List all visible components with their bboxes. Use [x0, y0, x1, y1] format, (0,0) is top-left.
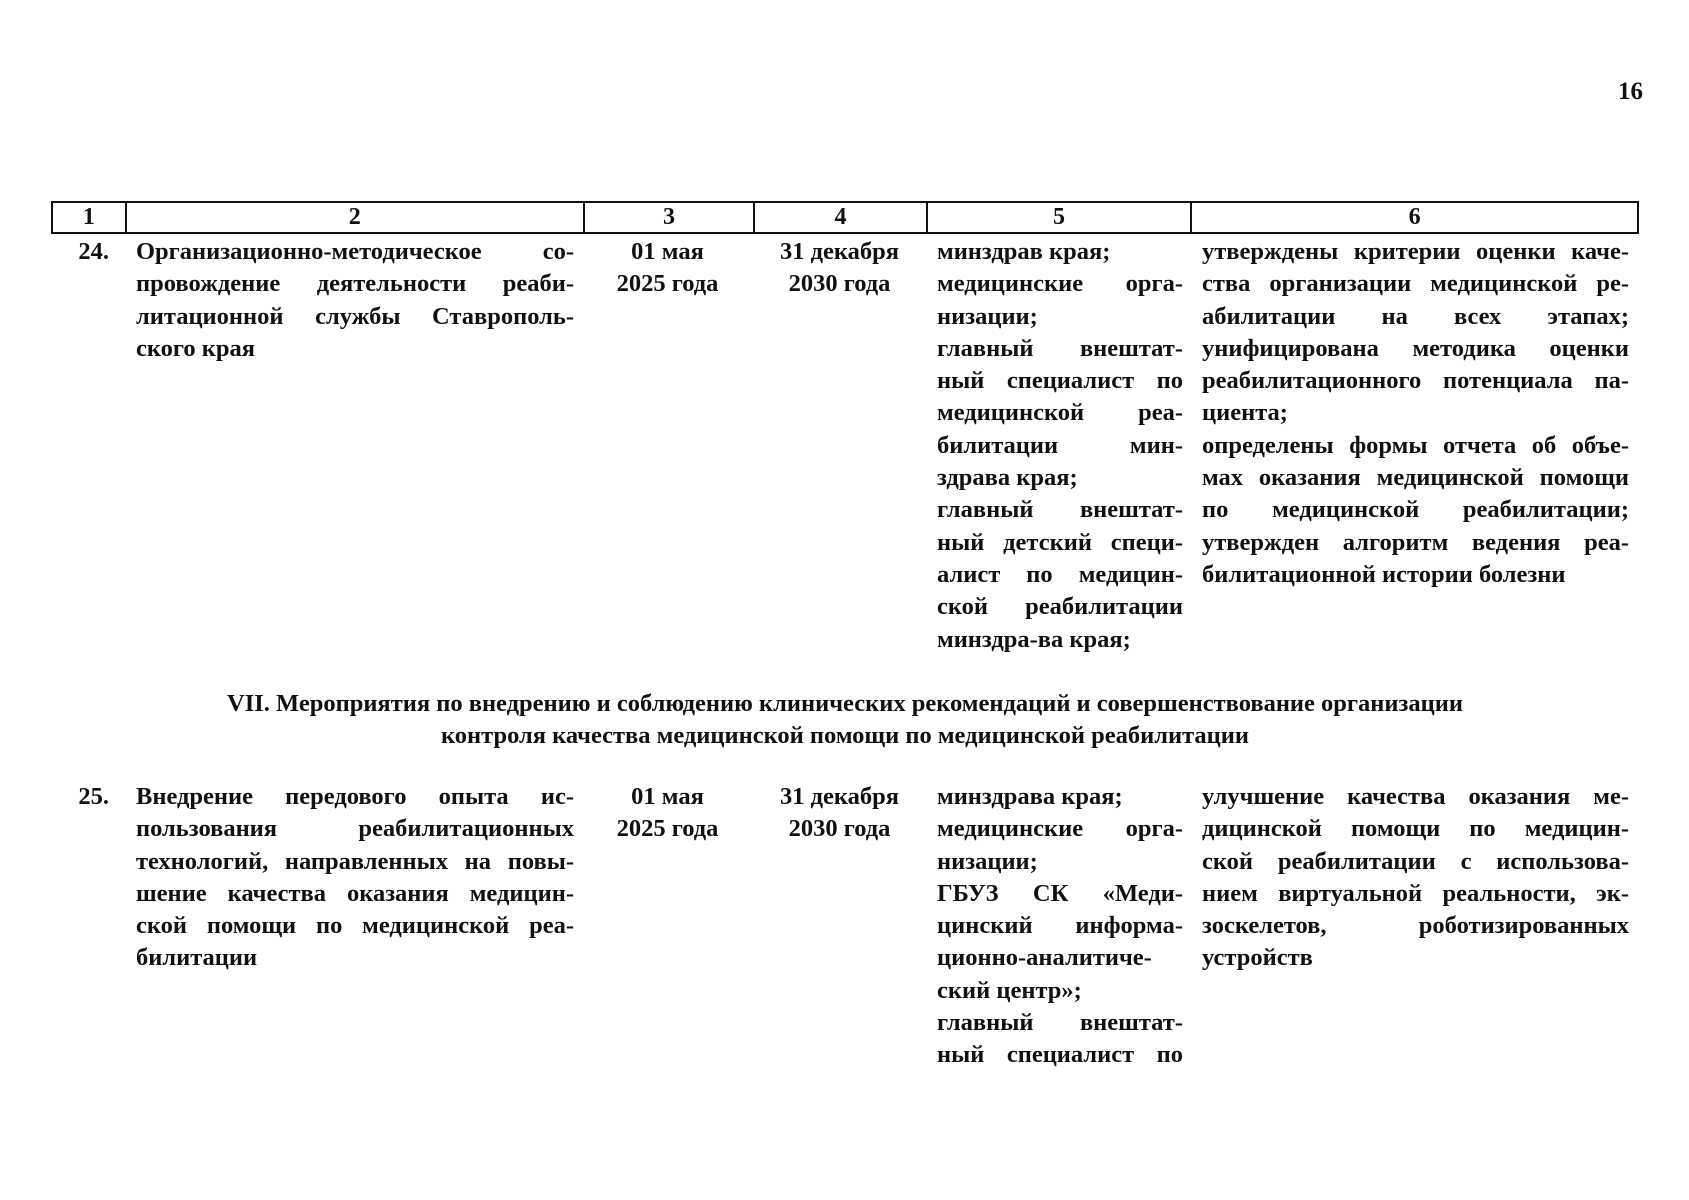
end-date — [753, 781, 926, 846]
text-line: ского края — [136, 334, 256, 362]
text-line: ный специалист по — [937, 1041, 1183, 1069]
text-line: главный внештат- — [937, 1009, 1183, 1037]
text-line: низации; — [937, 302, 1038, 330]
text-line: ный специалист по — [937, 367, 1183, 395]
text-line: ской реабилитации — [937, 593, 1183, 621]
text-line: реабилитационного потенциала па- — [1202, 367, 1629, 395]
page-number: 16 — [1618, 78, 1643, 105]
text-line: 2030 года — [788, 270, 891, 298]
expected-result — [1191, 781, 1639, 975]
text-line: зоскелетов, роботизированных — [1202, 912, 1629, 940]
text-line: ской реабилитации с использова- — [1202, 847, 1629, 875]
text-line: мах оказания медицинской помощи — [1202, 464, 1629, 492]
header-col-5: 5 — [926, 203, 1190, 232]
header-col-1: 1 — [82, 204, 95, 230]
header-col-2: 2 — [125, 203, 583, 232]
header-col-6: 6 — [1190, 203, 1637, 232]
text-line: определены формы отчета об объе- — [1202, 431, 1629, 459]
text-line: 2025 года — [616, 815, 719, 843]
row-number: 25. — [78, 783, 109, 810]
text-line: билитационной истории болезни — [1202, 560, 1566, 588]
text-line: минздра-ва края; — [937, 625, 1131, 653]
text-line: технологий, направленных на повы- — [136, 847, 574, 875]
text-line: билитации мин- — [937, 431, 1183, 459]
text-line: дицинской помощи по медицин- — [1202, 815, 1629, 843]
text-line: шение качества оказания медицин- — [136, 879, 574, 907]
text-line: по медицинской реабилитации; — [1202, 496, 1629, 524]
responsible-executors — [926, 781, 1191, 1072]
start-date — [582, 236, 753, 301]
text-line: провождение деятельности реаби- — [136, 270, 574, 298]
section-heading-line-1: VII. Мероприятия по внедрению и соблюдению клинических рекомендаций и совершенствование организации — [227, 690, 1463, 717]
table-header-row — [51, 201, 1639, 234]
row-number: 24. — [78, 238, 109, 265]
section-heading-line-2: контроля качества медицинской помощи по медицинской реабилитации — [440, 722, 1250, 749]
text-line: ный детский специ- — [937, 528, 1183, 556]
text-line: минздрав края; — [937, 238, 1111, 265]
text-line: унифицирована методика оценки — [1202, 334, 1629, 362]
header-col-3: 3 — [583, 203, 754, 232]
table-row-25 — [51, 781, 1639, 1072]
text-line: нием виртуальной реальности, эк- — [1202, 879, 1629, 907]
text-line: главный внештат- — [937, 496, 1183, 524]
header-col-4: 4 — [753, 203, 926, 232]
text-line: Внедрение передового опыта ис- — [136, 783, 574, 810]
text-line: литационной службы Ставрополь- — [136, 302, 574, 330]
text-line: 01 мая — [631, 783, 704, 810]
text-line: 31 декабря — [779, 238, 900, 265]
text-line: пользования реабилитационных — [136, 815, 574, 843]
text-line: устройств — [1202, 944, 1313, 972]
text-line: низации; — [937, 847, 1038, 875]
text-line: 01 мая — [631, 238, 704, 265]
section-heading — [51, 688, 1639, 752]
text-line: утверждены критерии оценки каче- — [1202, 238, 1629, 265]
text-line: Организационно-методическое со- — [136, 238, 574, 265]
text-line: ГБУЗ СК «Меди- — [937, 879, 1183, 907]
text-line: абилитации на всех этапах; — [1202, 302, 1629, 330]
text-line: минздрава края; — [937, 783, 1123, 810]
responsible-executors — [926, 236, 1191, 656]
text-line: медицинской реа- — [937, 399, 1183, 427]
text-line: циента; — [1202, 399, 1288, 427]
text-line: ский центр»; — [937, 976, 1082, 1004]
text-line: главный внештат- — [937, 334, 1183, 362]
text-line: ской помощи по медицинской реа- — [136, 912, 574, 940]
activity-description — [123, 236, 582, 365]
text-line: цинский информа- — [937, 912, 1183, 940]
activity-description — [123, 781, 582, 975]
text-line: улучшение качества оказания ме- — [1202, 783, 1629, 810]
text-line: медицинские орга- — [937, 815, 1183, 843]
text-line: медицинские орга- — [937, 270, 1183, 298]
start-date — [582, 781, 753, 846]
text-line: 2030 года — [788, 815, 891, 843]
text-line: утвержден алгоритм ведения реа- — [1202, 528, 1629, 556]
text-line: ства организации медицинской ре- — [1202, 270, 1629, 298]
end-date — [753, 236, 926, 301]
table-row-24 — [51, 236, 1639, 656]
text-line: билитации — [136, 944, 258, 972]
text-line: 2025 года — [616, 270, 719, 298]
text-line: 31 декабря — [779, 783, 900, 810]
text-line: здрава края; — [937, 464, 1078, 492]
text-line: ционно-аналитиче- — [937, 944, 1152, 972]
text-line: алист по медицин- — [937, 560, 1183, 588]
expected-result — [1191, 236, 1639, 591]
